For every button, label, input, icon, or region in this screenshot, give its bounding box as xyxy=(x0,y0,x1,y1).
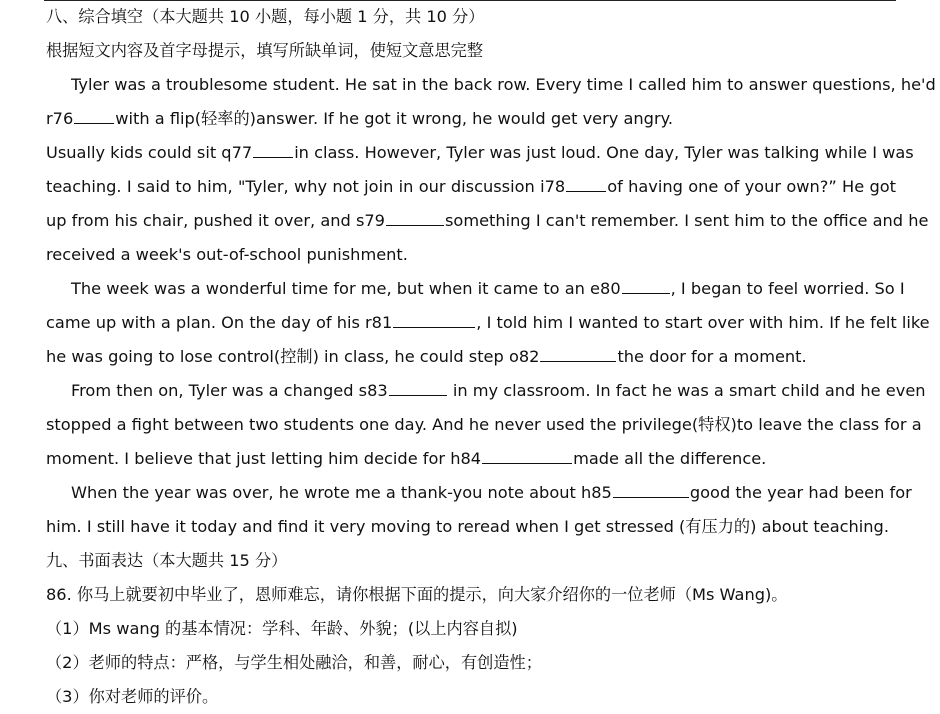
prompt-3: （3）你对老师的评价。 xyxy=(46,687,219,706)
answer-blank-83[interactable] xyxy=(389,378,447,396)
answer-blank-82[interactable] xyxy=(540,344,616,362)
answer-blank-80[interactable] xyxy=(622,276,670,294)
passage-line-8: came up with a plan. On the day of his r81 , I told him I wanted to start over with him. If he felt like xyxy=(46,306,896,340)
answer-blank-77[interactable] xyxy=(253,140,293,158)
passage-line-14: him. I still have it today and find it very moving to reread when I get stressed (有压力的) about teaching. xyxy=(46,517,889,536)
passage-line-2: r76 with a flip(轻率的)answer. If he got it wrong, he would get very angry. xyxy=(46,102,896,136)
passage-line-6: received a week's out-of-school punishment. xyxy=(46,245,408,264)
section8-heading: 八、综合填空（本大题共 10 小题，每小题 1 分，共 10 分） xyxy=(46,7,485,26)
passage-line-5: up from his chair, pushed it over, and s79 something I can't remember. I sent him to the office and he xyxy=(46,204,896,238)
passage-line-11: stopped a fight between two students one day. And he never used the privilege(特权)to leave the class for a xyxy=(46,415,922,434)
passage-line-1: Tyler was a troublesome student. He sat in the back row. Every time I called him to answer questions, he'd xyxy=(71,75,936,94)
passage-line-3: Usually kids could sit q77 in class. However, Tyler was just loud. One day, Tyler was talking while I was xyxy=(46,136,896,170)
section9-heading: 九、书面表达（本大题共 15 分） xyxy=(46,551,288,570)
passage-line-9: he was going to lose control(控制) in class, he could step o82 the door for a moment. xyxy=(46,340,896,374)
answer-blank-76[interactable] xyxy=(74,106,114,124)
prompt-2: （2）老师的特点：严格，与学生相处融洽，和善，耐心，有创造性； xyxy=(46,653,542,672)
passage-line-4: teaching. I said to him, "Tyler, why not join in our discussion i78 of having one of your own?” He got xyxy=(46,170,896,204)
section8-instruction: 根据短文内容及首字母提示，填写所缺单词，使短文意思完整 xyxy=(46,41,484,60)
passage-line-12: moment. I believe that just letting him decide for h84 made all the difference. xyxy=(46,442,896,476)
answer-blank-79[interactable] xyxy=(386,208,444,226)
answer-blank-84[interactable] xyxy=(482,446,572,464)
prompt-1: （1）Ms wang 的基本情况：学科、年龄、外貌；(以上内容自拟) xyxy=(46,619,518,638)
question-86: 86. 你马上就要初中毕业了，恩师难忘，请你根据下面的提示，向大家介绍你的一位老师（Ms Wang)。 xyxy=(46,585,788,604)
passage-line-10: From then on, Tyler was a changed s83 in my classroom. In fact he was a smart child and he even xyxy=(46,374,896,408)
answer-blank-81[interactable] xyxy=(393,310,475,328)
answer-blank-85[interactable] xyxy=(613,480,689,498)
answer-blank-78[interactable] xyxy=(566,174,606,192)
passage-line-7: The week was a wonderful time for me, but when it came to an e80 , I began to feel worried. So I xyxy=(46,272,896,306)
passage-line-13: When the year was over, he wrote me a thank-you note about h85 good the year had been for xyxy=(46,476,896,510)
